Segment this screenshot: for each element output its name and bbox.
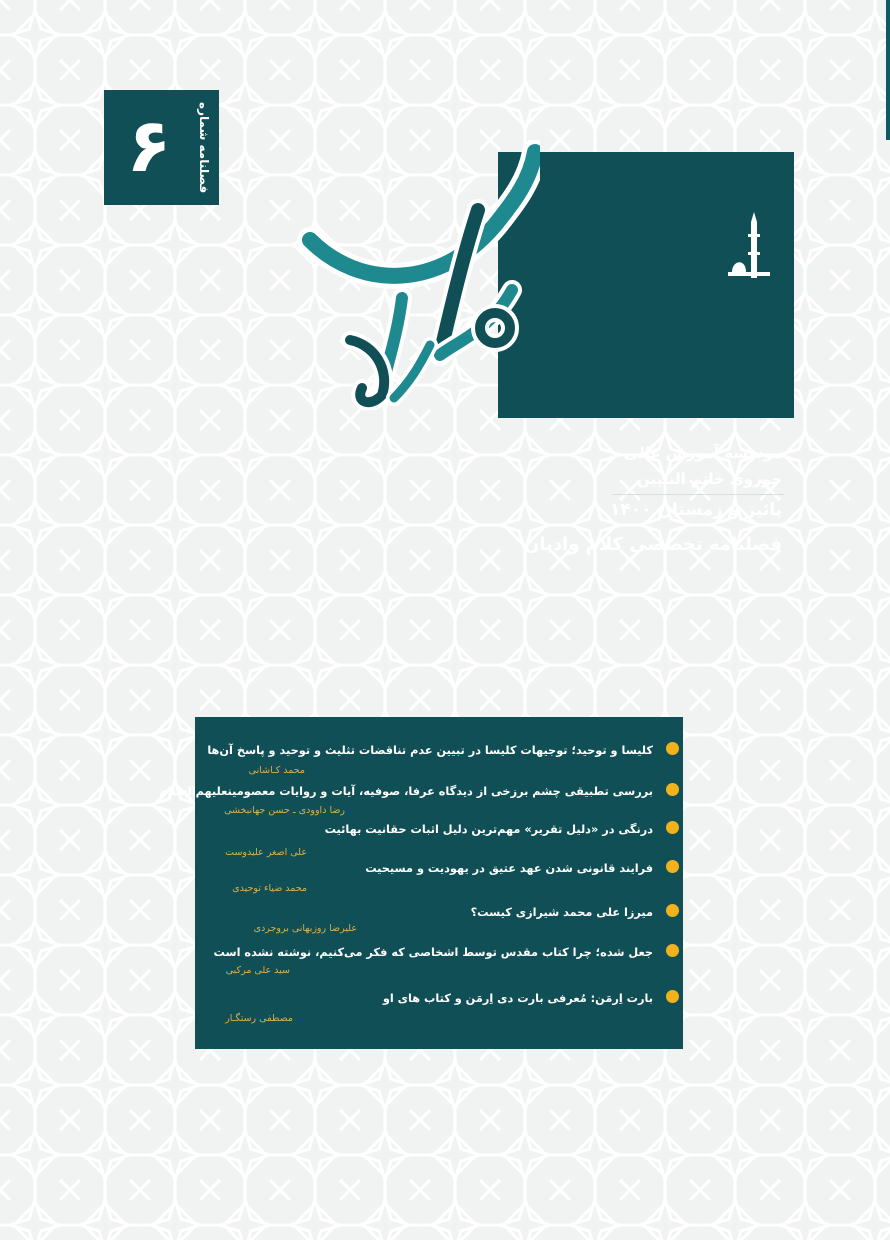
toc-item[interactable] [214,941,653,962]
table-of-contents [159,717,683,1049]
bullet-icon [666,860,679,873]
article-author: علیرضا روزبهانی بروجردی [253,923,357,934]
article-author: محمد ضیاء توحیدی [232,883,307,894]
article-title: درنگی در «دلیل تقریر» مهم‌ترین دلیل اثبات حقانیت بهائیت [324,823,653,836]
season-year: پائیز و زمستان ۱۴۰۰ [610,500,782,520]
minaret-emblem-icon [724,212,774,286]
issue-label: فصلنامه شماره [197,101,211,194]
bullet-icon [666,783,679,796]
bullet-icon [666,990,679,1003]
journal-subtitle: فصلنامه تخصصی کلام وادیان [523,534,782,555]
article-author: مصطفی رستگـار [225,1013,293,1024]
article-author: سید علی مرکبی [225,965,290,976]
article-author: رضا داوودی ـ حسن جهانبخشی [224,805,345,816]
bullet-icon [666,944,679,957]
article-title: کلیسا و توحید؛ توجیهات کلیسا در تبیین عدم تناقضات تثلیث و توحید و پاسخ آن‌ها [207,744,653,757]
article-title: جعل شده؛ چرا کتاب مقدس توسط اشخاصی که فکر می‌کنیم، نوشته نشده است [213,946,653,959]
honorific: علیهم‌السلام [159,785,228,798]
institute-line-1: موسسه آموزش عالی [623,444,782,462]
toc-item[interactable] [207,739,653,760]
article-author: محمد کـاشانی [248,765,305,776]
article-author: علی اصغر علیدوست [225,847,307,858]
article-title: بارت اِرمَن: مُعرفی بارت دی اِرمَن و کتاب های او [382,992,653,1005]
article-title: بررسی تطبیقی چشم برزخی از دیدگاه عرفا، صوفیه، آیات و روایات معصومین [227,785,653,798]
bullet-icon [666,821,679,834]
journal-logo [290,140,540,410]
bullet-icon [666,904,679,917]
article-title: میرزا علی محمد شیرازی کیست؟ [470,906,653,919]
toc-item[interactable] [365,857,653,878]
toc-item[interactable] [383,987,653,1008]
toc-item[interactable] [325,818,653,839]
bullet-icon [666,742,679,755]
issue-number: ۶ [126,103,172,189]
title-divider [612,494,784,495]
article-title: فرایند قانونی شدن عهد عتیق در یهودیت و مسیحیت [365,862,653,875]
issue-number-box [104,90,219,205]
edge-strip [886,0,890,140]
toc-item[interactable] [159,780,653,801]
toc-item[interactable] [471,901,653,922]
institute-line-2: حوزوی خاتم النبیین [637,470,782,488]
